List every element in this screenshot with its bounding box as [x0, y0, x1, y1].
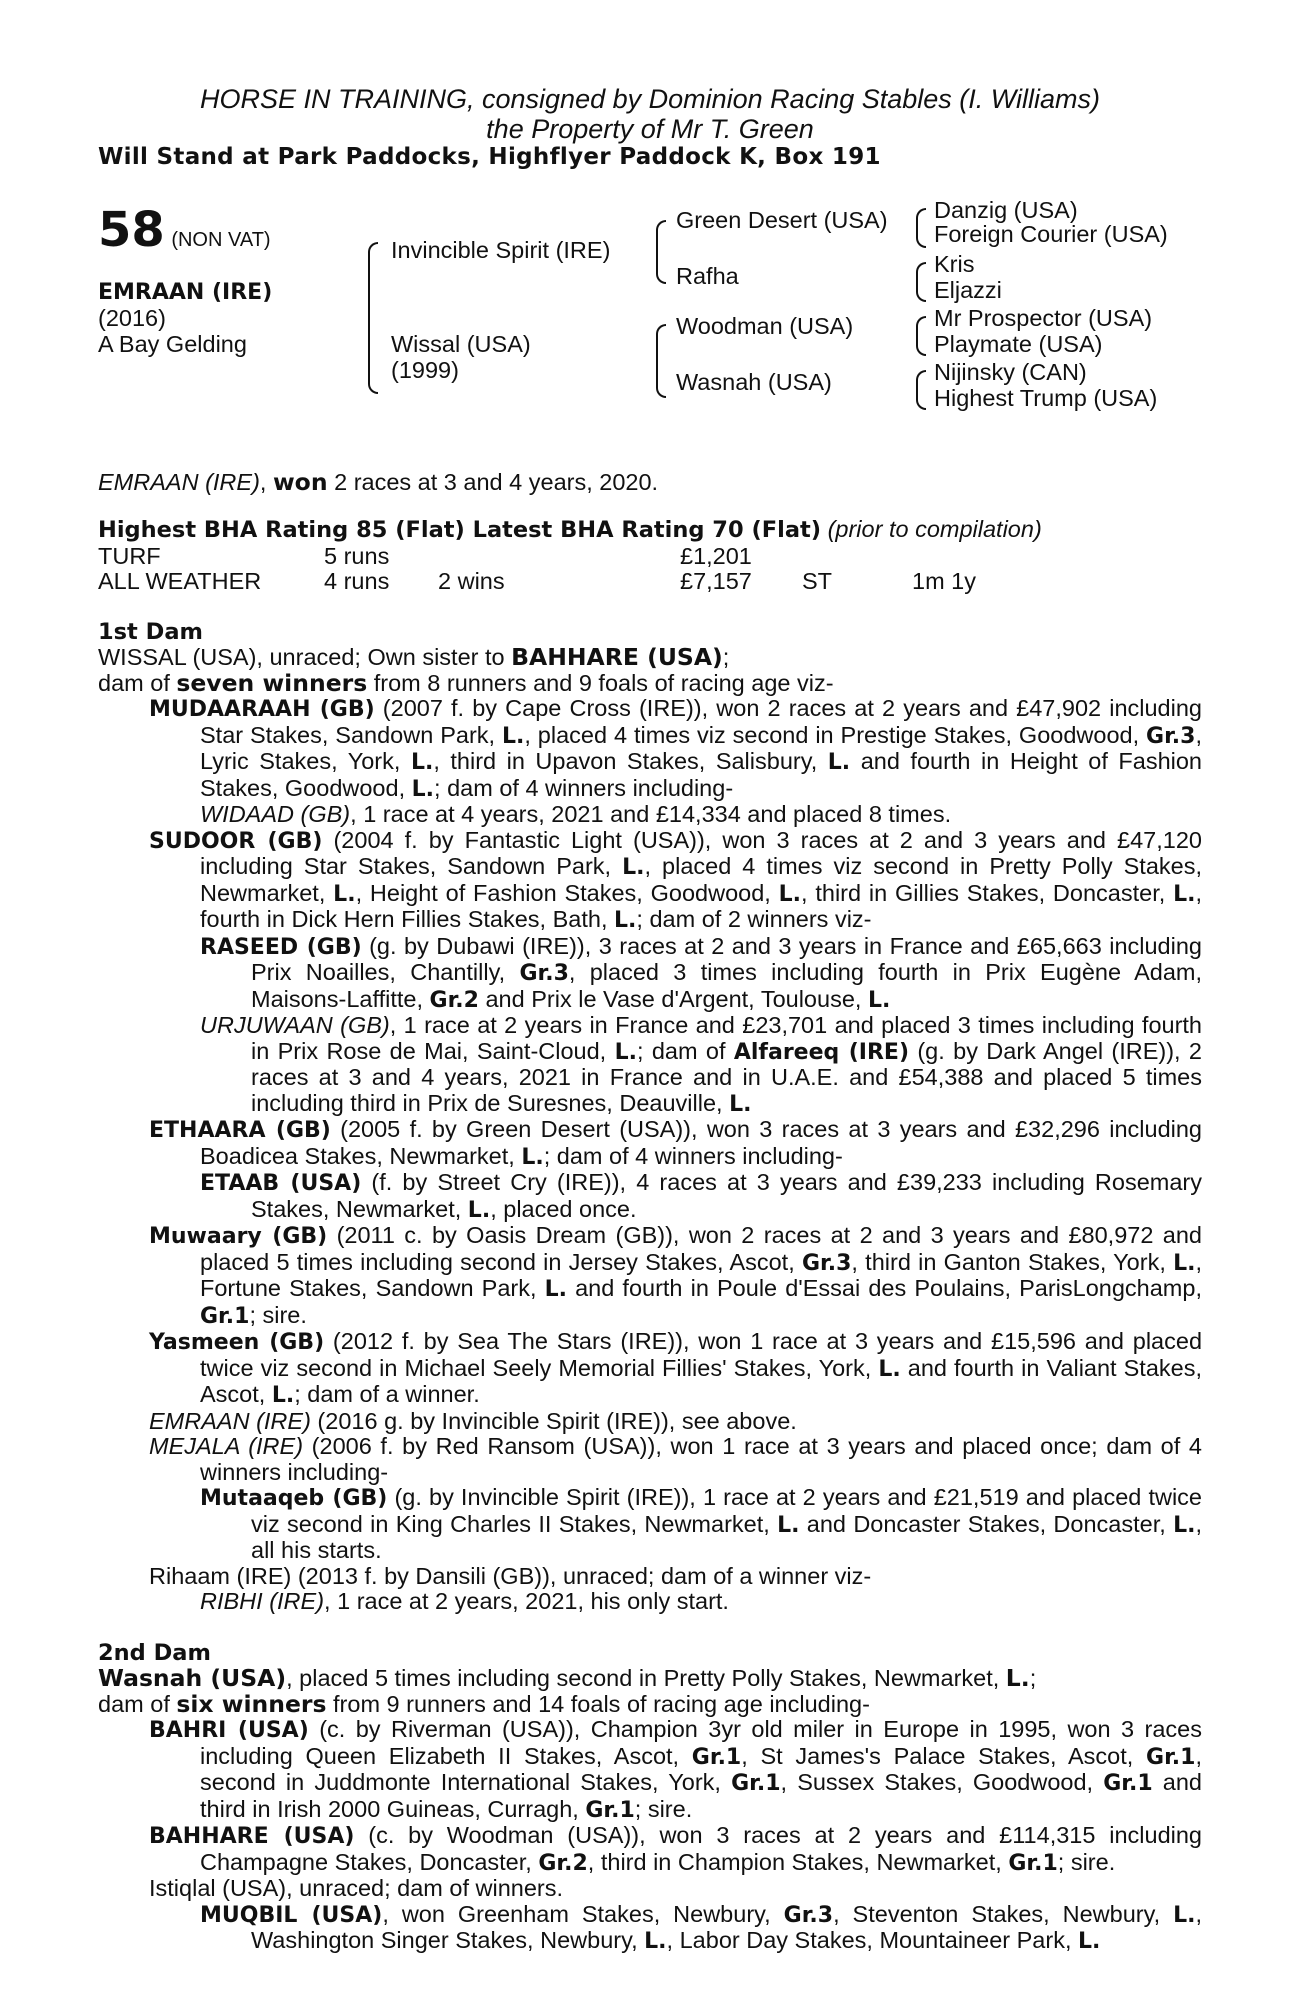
produce-entry: Rihaam (IRE) (2013 f. by Dansili (GB)), unraced; dam of a winner viz-	[149, 1562, 872, 1589]
sub-produce-entry: Mutaaqeb (GB) (g. by Invincible Spirit (IRE)), 1 race at 2 years and £21,519 and placed twice viz second in King Charles II Stakes, Newmarket, L. and Doncaster Stakes, Doncaster, L., all his starts.	[200, 1484, 1202, 1563]
brace	[916, 316, 926, 356]
first-dam-section	[98, 620, 1202, 1615]
produce-entry: MEJALA (IRE) (2006 f. by Red Ransom (USA)), won 1 race at 3 years and placed once; dam of 4 winners including-	[149, 1433, 1202, 1485]
sire: Invincible Spirit (IRE)	[391, 236, 611, 263]
sdd: Eljazzi	[934, 276, 1002, 303]
brace	[656, 220, 666, 284]
ddd: Highest Trump (USA)	[934, 384, 1158, 411]
produce-summary: dam of six winners from 9 runners and 14 foals of racing age including-	[98, 1689, 870, 1718]
dds: Nijinsky (CAN)	[934, 358, 1087, 385]
dam-line: Wasnah (USA), placed 5 times including second in Pretty Polly Stakes, Newmarket, L.;	[98, 1664, 1037, 1692]
produce-summary: dam of seven winners from 8 runners and 9 foals of racing age viz-	[98, 668, 834, 697]
dam-line: WISSAL (USA), unraced; Own sister to BAHHARE (USA);	[98, 643, 730, 671]
sub-produce-entry: WIDAAD (GB), 1 race at 4 years, 2021 and £14,334 and placed 8 times.	[200, 801, 952, 827]
sub-produce-entry: MUQBIL (USA), won Greenham Stakes, Newbury, Gr.3, Steventon Stakes, Newbury, L., Washington Singer Stakes, Newbury, L., Labor Day Stakes, Mountaineer Park, L.	[200, 1900, 1203, 1954]
sds: Kris	[934, 250, 975, 277]
turf-row: TURF 5 runs £1,201	[98, 542, 752, 569]
rating-heading: Highest BHA Rating 85 (Flat) Latest BHA Rating 70 (Flat) (prior to compilation)	[98, 516, 1042, 543]
brace	[656, 324, 666, 398]
brace	[916, 370, 926, 410]
sub-produce-entry: URJUWAAN (GB), 1 race at 2 years in France and £23,701 and placed 3 times including fourth in Prix Rose de Mai, Saint-Cloud, L.; dam of Alfareeq (IRE) (g. by Dark Angel (IRE)), 2 races at 3 and 4 years, 2021 in France and in U.A.E. and £54,388 and placed 5 times including third in Prix de Suresnes, Deauville, L.	[200, 1012, 1203, 1117]
sss: Danzig (USA)	[934, 196, 1078, 223]
consignor-line: HORSE IN TRAINING, consigned by Dominion Racing Stables (I. Williams)	[199, 84, 1101, 114]
horse-name: EMRAAN (IRE)	[98, 279, 273, 305]
horse-description: A Bay Gelding	[98, 330, 247, 357]
stand-location: Will Stand at Park Paddocks, Highflyer Paddock K, Box 191	[98, 144, 881, 170]
brace	[916, 208, 926, 248]
ssd: Foreign Courier (USA)	[934, 220, 1168, 247]
section-title: 1st Dam	[98, 618, 203, 645]
foaling-year: (2016)	[98, 304, 166, 331]
vat-status: (NON VAT)	[171, 228, 271, 251]
sub-produce-entry: ETAAB (USA) (f. by Street Cry (IRE)), 4 races at 3 years and £39,233 including Rosemary Stakes, Newmarket, L., placed once.	[200, 1169, 1202, 1223]
sire-sire: Green Desert (USA)	[676, 206, 888, 233]
produce-entry: MUDAARAAH (GB) (2007 f. by Cape Cross (IRE)), won 2 races at 2 years and £47,902 including Star Stakes, Sandown Park, L., placed 4 times viz second in Prestige Stakes, Goodwood, Gr.3, Lyric Stakes, York, L., third in Upavon Stakes, Salisbury, L. and fourth in Height of Fashion Stakes, Goodwood, L.; dam of 4 winners including-	[149, 695, 1202, 802]
second-dam-section	[98, 1641, 1202, 1955]
produce-entry: ETHAARA (GB) (2005 f. by Green Desert (USA)), won 3 races at 3 years and £32,296 including Boadicea Stakes, Newmarket, L.; dam of 4 winners including-	[149, 1116, 1202, 1170]
race-summary: EMRAAN (IRE), won 2 races at 3 and 4 years, 2020.	[98, 467, 659, 496]
section-title: 2nd Dam	[98, 1639, 211, 1666]
produce-entry: BAHHARE (USA) (c. by Woodman (USA)), won 3 races at 2 years and £114,315 including Champagne Stakes, Doncaster, Gr.2, third in Champion Stakes, Newmarket, Gr.1; sire.	[149, 1822, 1203, 1876]
produce-entry: EMRAAN (IRE) (2016 g. by Invincible Spirit (IRE)), see above.	[149, 1407, 797, 1434]
sire-dam: Rafha	[676, 262, 739, 289]
sub-produce-entry: RASEED (GB) (g. by Dubawi (IRE)), 3 races at 2 and 3 years in France and £65,663 including Prix Noailles, Chantilly, Gr.3, placed 3 times including fourth in Prix Eugène Adam, Maisons-Laffitte, Gr.2 and Prix le Vase d'Argent, Toulouse, L.	[200, 932, 1202, 1013]
produce-entry: BAHRI (USA) (c. by Riverman (USA)), Champion 3yr old miler in Europe in 1995, won 3 races including Queen Elizabeth II Stakes, Ascot, Gr.1, St James's Palace Stakes, Ascot, Gr.1, second in Juddmonte International Stakes, York, Gr.1, Sussex Stakes, Goodwood, Gr.1 and third in Irish 2000 Guineas, Curragh, Gr.1; sire.	[149, 1716, 1202, 1823]
dam-sire: Woodman (USA)	[676, 312, 854, 339]
dam: Wissal (USA)	[391, 330, 531, 357]
lot-number-line	[98, 201, 271, 258]
dsd: Playmate (USA)	[934, 330, 1103, 357]
produce-entry: Yasmeen (GB) (2012 f. by Sea The Stars (IRE)), won 1 race at 3 years and £15,596 and placed twice viz second in Michael Seely Memorial Fillies' Stakes, York, L. and fourth in Valiant Stakes, Ascot, L.; dam of a winner.	[149, 1328, 1203, 1408]
brace	[916, 262, 926, 302]
dam-dam: Wasnah (USA)	[676, 368, 832, 395]
produce-entry: Muwaary (GB) (2011 c. by Oasis Dream (GB)), won 2 races at 2 and 3 years and £80,972 and placed 5 times including second in Jersey Stakes, Ascot, Gr.3, third in Ganton Stakes, York, L., Fortune Stakes, Sandown Park, L. and fourth in Poule d'Essai des Poulains, ParisLongchamp, Gr.1; sire.	[149, 1222, 1202, 1329]
brace	[368, 242, 378, 394]
all-weather-row: ALL WEATHER 4 runs 2 wins £7,157 ST 1m 1y	[98, 567, 976, 594]
produce-entry: SUDOOR (GB) (2004 f. by Fantastic Light (USA)), won 3 races at 2 and 3 years and £47,120 including Star Stakes, Sandown Park, L., placed 4 times viz second in Pretty Polly Stakes, Newmarket, L., Height of Fashion Stakes, Goodwood, L., third in Gillies Stakes, Doncaster, L., fourth in Dick Hern Fillies Stakes, Bath, L.; dam of 2 winners viz-	[149, 826, 1203, 933]
ratings-block	[98, 517, 1202, 594]
dss: Mr Prospector (USA)	[934, 304, 1153, 331]
catalogue-page	[98, 84, 1202, 1955]
lot-number: 58	[98, 201, 165, 258]
dam-year: (1999)	[391, 356, 459, 383]
owner-line: the Property of Mr T. Green	[486, 114, 814, 144]
produce-entry: Istiqlal (USA), unraced; dam of winners.	[149, 1875, 564, 1901]
sub-produce-entry: RIBHI (IRE), 1 race at 2 years, 2021, his only start.	[200, 1588, 729, 1614]
pedigree-block	[98, 196, 1202, 456]
